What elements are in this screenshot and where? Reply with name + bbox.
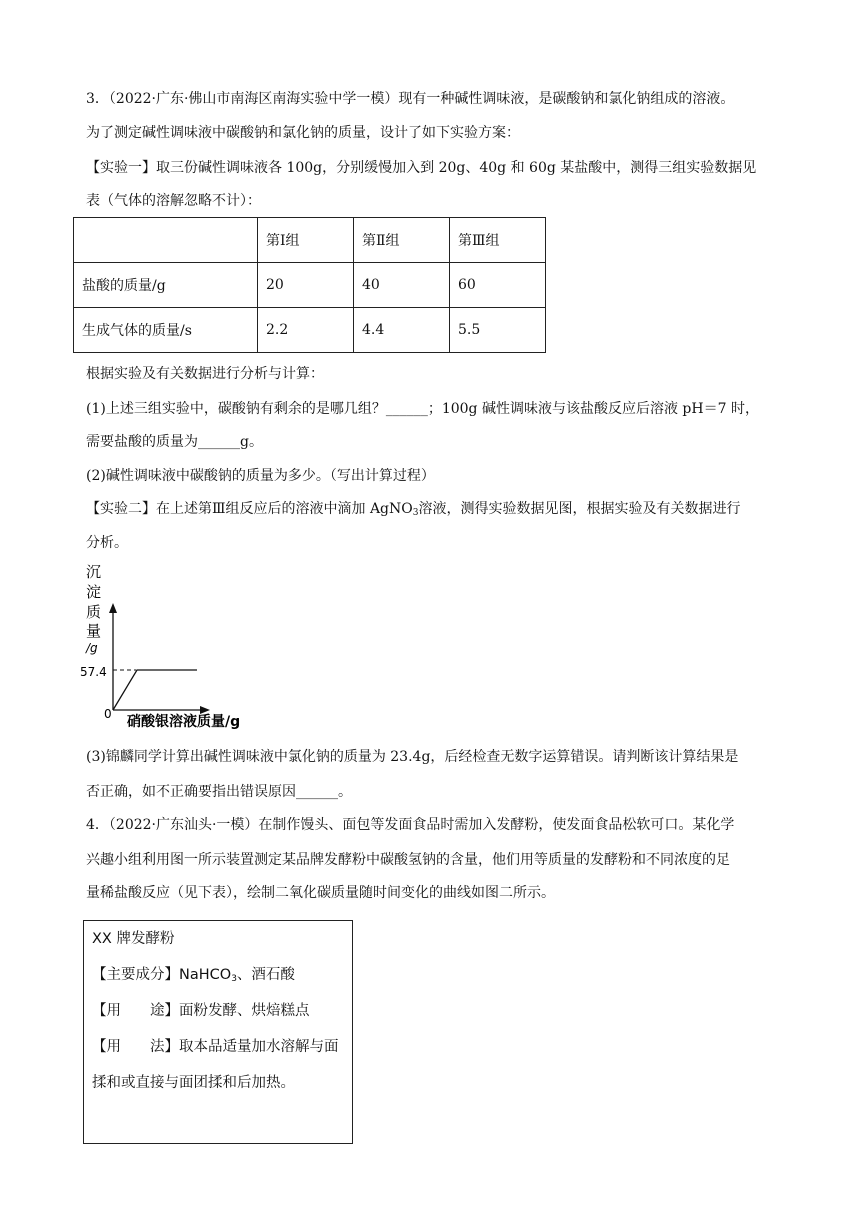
- table-cell: 40: [354, 263, 450, 308]
- product-title: XX 牌发酵粉: [92, 931, 175, 947]
- ingredients-text-b: 、酒石酸: [236, 967, 295, 983]
- part-1-line-1: (1)上述三组实验中，碳酸钠有剩余的是哪几组？______；100g 碱性调味液与该盐酸反应后溶液 pH＝7 时，: [86, 401, 759, 417]
- experiment-2-text-b: 溶液，测得实验数据见图，根据实验及有关数据进行: [418, 501, 741, 517]
- table-header-cell: 第Ⅲ组: [450, 218, 546, 263]
- experiment-2-line-2: 分析。: [86, 535, 128, 551]
- experiment-1-line-2: 表（气体的溶解忽略不计）：: [86, 193, 261, 209]
- origin-label: 0: [104, 707, 112, 721]
- part-2: (2)碱性调味液中碳酸钠的质量为多少。（写出计算过程）: [86, 468, 435, 484]
- table-cell: 60: [450, 263, 546, 308]
- experiment-1-line-1: 【实验一】取三份碱性调味液各 100g，分别缓慢加入到 20g、40g 和 60g 某盐酸中，测得三组实验数据见: [86, 160, 757, 176]
- part-3-line-2: 否正确，如不正确要指出错误原因______。: [86, 784, 352, 800]
- table-row: [74, 308, 546, 353]
- experiment-2-text-a: 【实验二】在上述第Ⅲ组反应后的溶液中滴加 AgNO: [86, 501, 413, 517]
- product-method-line-2: 揉和或直接与面团揉和后加热。: [92, 1075, 295, 1091]
- table-cell: 盐酸的质量/g: [74, 263, 258, 308]
- table-cell: 4.4: [354, 308, 450, 353]
- table-cell: 5.5: [450, 308, 546, 353]
- table-cell: 2.2: [258, 308, 354, 353]
- q3-intro-line-2: 为了测定碱性调味液中碳酸钠和氯化钠的质量，设计了如下实验方案：: [86, 125, 520, 141]
- part-3-line-1: (3)锦麟同学计算出碱性调味液中氯化钠的质量为 23.4g，后经检查无数字运算错误。请判断该计算结果是: [86, 749, 739, 765]
- table-header-cell: 第Ⅰ组: [258, 218, 354, 263]
- table-header-cell: [74, 218, 258, 263]
- product-label-box: [83, 920, 353, 1144]
- table-row: [74, 263, 546, 308]
- table-header-cell: 第Ⅱ组: [354, 218, 450, 263]
- analysis-intro: 根据实验及有关数据进行分析与计算：: [86, 366, 324, 382]
- product-ingredients: [92, 963, 295, 984]
- y-label-char: /g: [86, 641, 98, 655]
- y-tick-label: 57.4: [80, 665, 107, 679]
- ingredients-text-a: 【主要成分】NaHCO: [92, 967, 232, 983]
- table-cell: 生成气体的质量/s: [74, 308, 258, 353]
- q4-line-3: 量稀盐酸反应（见下表），绘制二氧化碳质量随时间变化的曲线如图二所示。: [86, 885, 555, 901]
- product-method-line-1: 【用 法】取本品适量加水溶解与面: [92, 1039, 339, 1055]
- x-axis-label: 硝酸银溶液质量/g: [127, 714, 241, 730]
- y-axis-arrow-icon: [109, 603, 117, 613]
- x-axis-arrow-icon: [200, 706, 210, 714]
- y-label-char: 量: [86, 622, 102, 640]
- part-1-line-2: 需要盐酸的质量为______g。: [86, 434, 263, 450]
- q4-line-2: 兴趣小组利用图一所示装置测定某品牌发酵粉中碳酸氢钠的含量，他们用等质量的发酵粉和不同浓度的足: [86, 852, 730, 868]
- experiment-2-subscript: 3: [412, 508, 419, 518]
- experiment-2-line-1: [86, 499, 740, 523]
- q4-line-1: 4．（2022·广东汕头·一模）在制作馒头、面包等发面食品时需加入发酵粉，使发面食品松软可口。某化学: [86, 817, 735, 833]
- ingredients-subscript: 3: [231, 974, 237, 984]
- table-header-row: [74, 218, 546, 263]
- precipitate-chart: [80, 560, 260, 735]
- table-cell: 20: [258, 263, 354, 308]
- y-label-char: 淀: [86, 583, 102, 601]
- experiment-data-table: [73, 217, 546, 353]
- y-label: [85, 563, 101, 655]
- precipitate-series-line: [113, 670, 197, 710]
- product-usage: 【用 途】面粉发酵、烘焙糕点: [92, 1003, 310, 1019]
- q3-intro-line-1: 3．（2022·广东·佛山市南海区南海实验中学一模）现有一种碱性调味液，是碳酸钠和氯化钠组成的溶液。: [86, 91, 735, 107]
- y-label-char: 沉: [86, 563, 102, 581]
- y-label-char: 质: [86, 603, 102, 621]
